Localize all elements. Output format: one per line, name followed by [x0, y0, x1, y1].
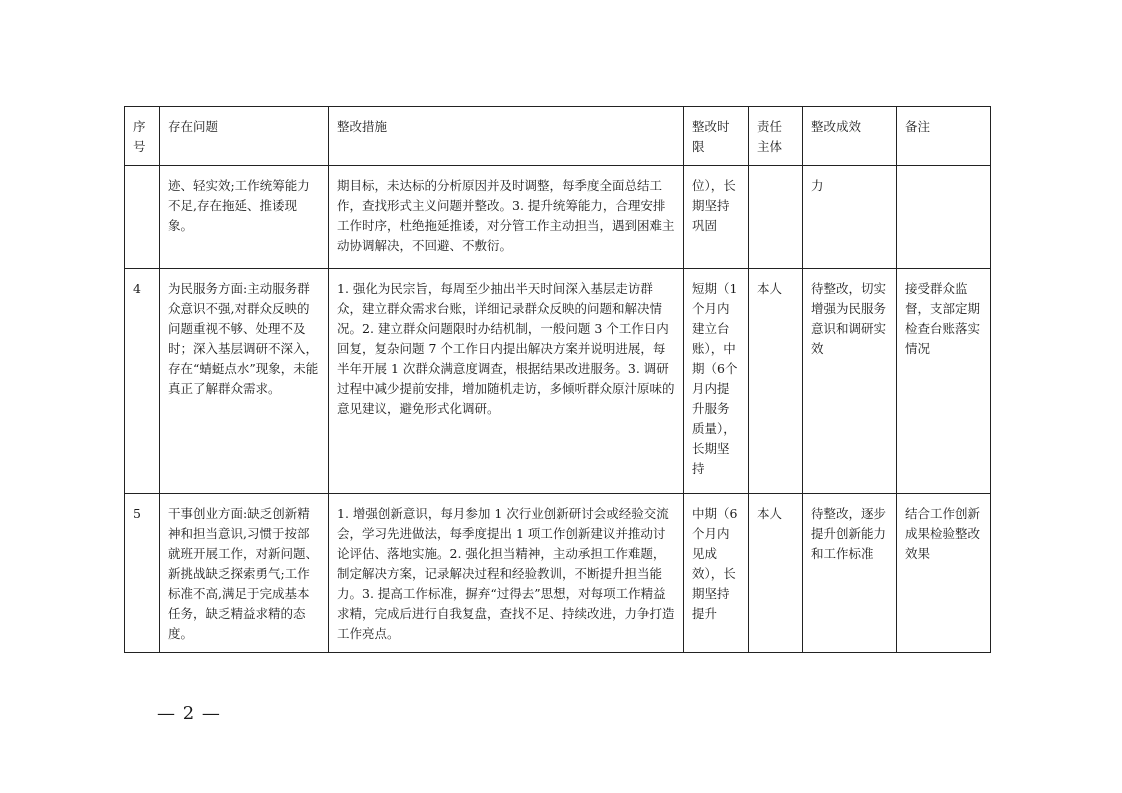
- cell-owner: 本人: [749, 494, 803, 653]
- table-row: [125, 166, 991, 269]
- cell-problem: 迹、轻实效;工作统筹能力不足,存在拖延、推诿现象。: [160, 166, 329, 269]
- cell-measures: 1. 强化为民宗旨，每周至少抽出半天时间深入基层走访群众，建立群众需求台账，详细记录群众反映的问题和解决情况。2. 建立群众问题限时办结机制，一般问题 3 个工作日内回复，复杂问题 7 个工作日内提出解决方案并说明进展，每半年开展 1 次群众满意度调查，根据结果改进服务。3. 调研过程中减少提前安排，增加随机走访，多倾听群众原汁原味的意见建议，避免形式化调研。: [329, 269, 684, 494]
- cell-owner: 本人: [749, 269, 803, 494]
- header-owner: 责任主体: [749, 107, 803, 166]
- cell-deadline: 中期（6个月内见成效），长期坚持提升: [684, 494, 749, 653]
- header-remark: 备注: [897, 107, 991, 166]
- rectification-table: [124, 106, 991, 653]
- header-seq: 序号: [125, 107, 160, 166]
- table-header-row: [125, 107, 991, 166]
- table-row: [125, 269, 991, 494]
- header-deadline: 整改时限: [684, 107, 749, 166]
- cell-measures: 期目标，未达标的分析原因并及时调整，每季度全面总结工作，查找形式主义问题并整改。3. 提升统筹能力，合理安排工作时序，杜绝拖延推诿，对分管工作主动担当，遇到困难主动协调解决，不回避、不敷衍。: [329, 166, 684, 269]
- cell-problem: 为民服务方面:主动服务群众意识不强,对群众反映的问题重视不够、处理不及时；深入基层调研不深入，存在“蜻蜓点水”现象，未能真正了解群众需求。: [160, 269, 329, 494]
- cell-owner: [749, 166, 803, 269]
- cell-problem: 干事创业方面:缺乏创新精神和担当意识,习惯于按部就班开展工作，对新问题、新挑战缺乏探索勇气;工作标准不高,满足于完成基本任务，缺乏精益求精的态度。: [160, 494, 329, 653]
- cell-deadline: 短期（1个月内建立台账），中期（6个月内提升服务质量），长期坚持: [684, 269, 749, 494]
- cell-remark: [897, 166, 991, 269]
- header-problem: 存在问题: [160, 107, 329, 166]
- cell-effect: 待整改，逐步提升创新能力和工作标准: [803, 494, 897, 653]
- cell-deadline: 位），长期坚持巩固: [684, 166, 749, 269]
- cell-effect: 待整改，切实增强为民服务意识和调研实效: [803, 269, 897, 494]
- cell-effect: 力: [803, 166, 897, 269]
- cell-seq: 4: [125, 269, 160, 494]
- header-effect: 整改成效: [803, 107, 897, 166]
- cell-seq: 5: [125, 494, 160, 653]
- cell-remark: 接受群众监督，支部定期检查台账落实情况: [897, 269, 991, 494]
- cell-remark: 结合工作创新成果检验整改效果: [897, 494, 991, 653]
- table-row: [125, 494, 991, 653]
- cell-seq: [125, 166, 160, 269]
- header-measures: 整改措施: [329, 107, 684, 166]
- page-number: — 2 —: [157, 703, 221, 724]
- cell-measures: 1. 增强创新意识，每月参加 1 次行业创新研讨会或经验交流会，学习先进做法，每季度提出 1 项工作创新建议并推动讨论评估、落地实施。2. 强化担当精神，主动承担工作难题，制定解决方案，记录解决过程和经验教训，不断提升担当能力。3. 提高工作标准，摒弃“过得去”思想，对每项工作精益求精，完成后进行自我复盘，查找不足、持续改进，力争打造工作亮点。: [329, 494, 684, 653]
